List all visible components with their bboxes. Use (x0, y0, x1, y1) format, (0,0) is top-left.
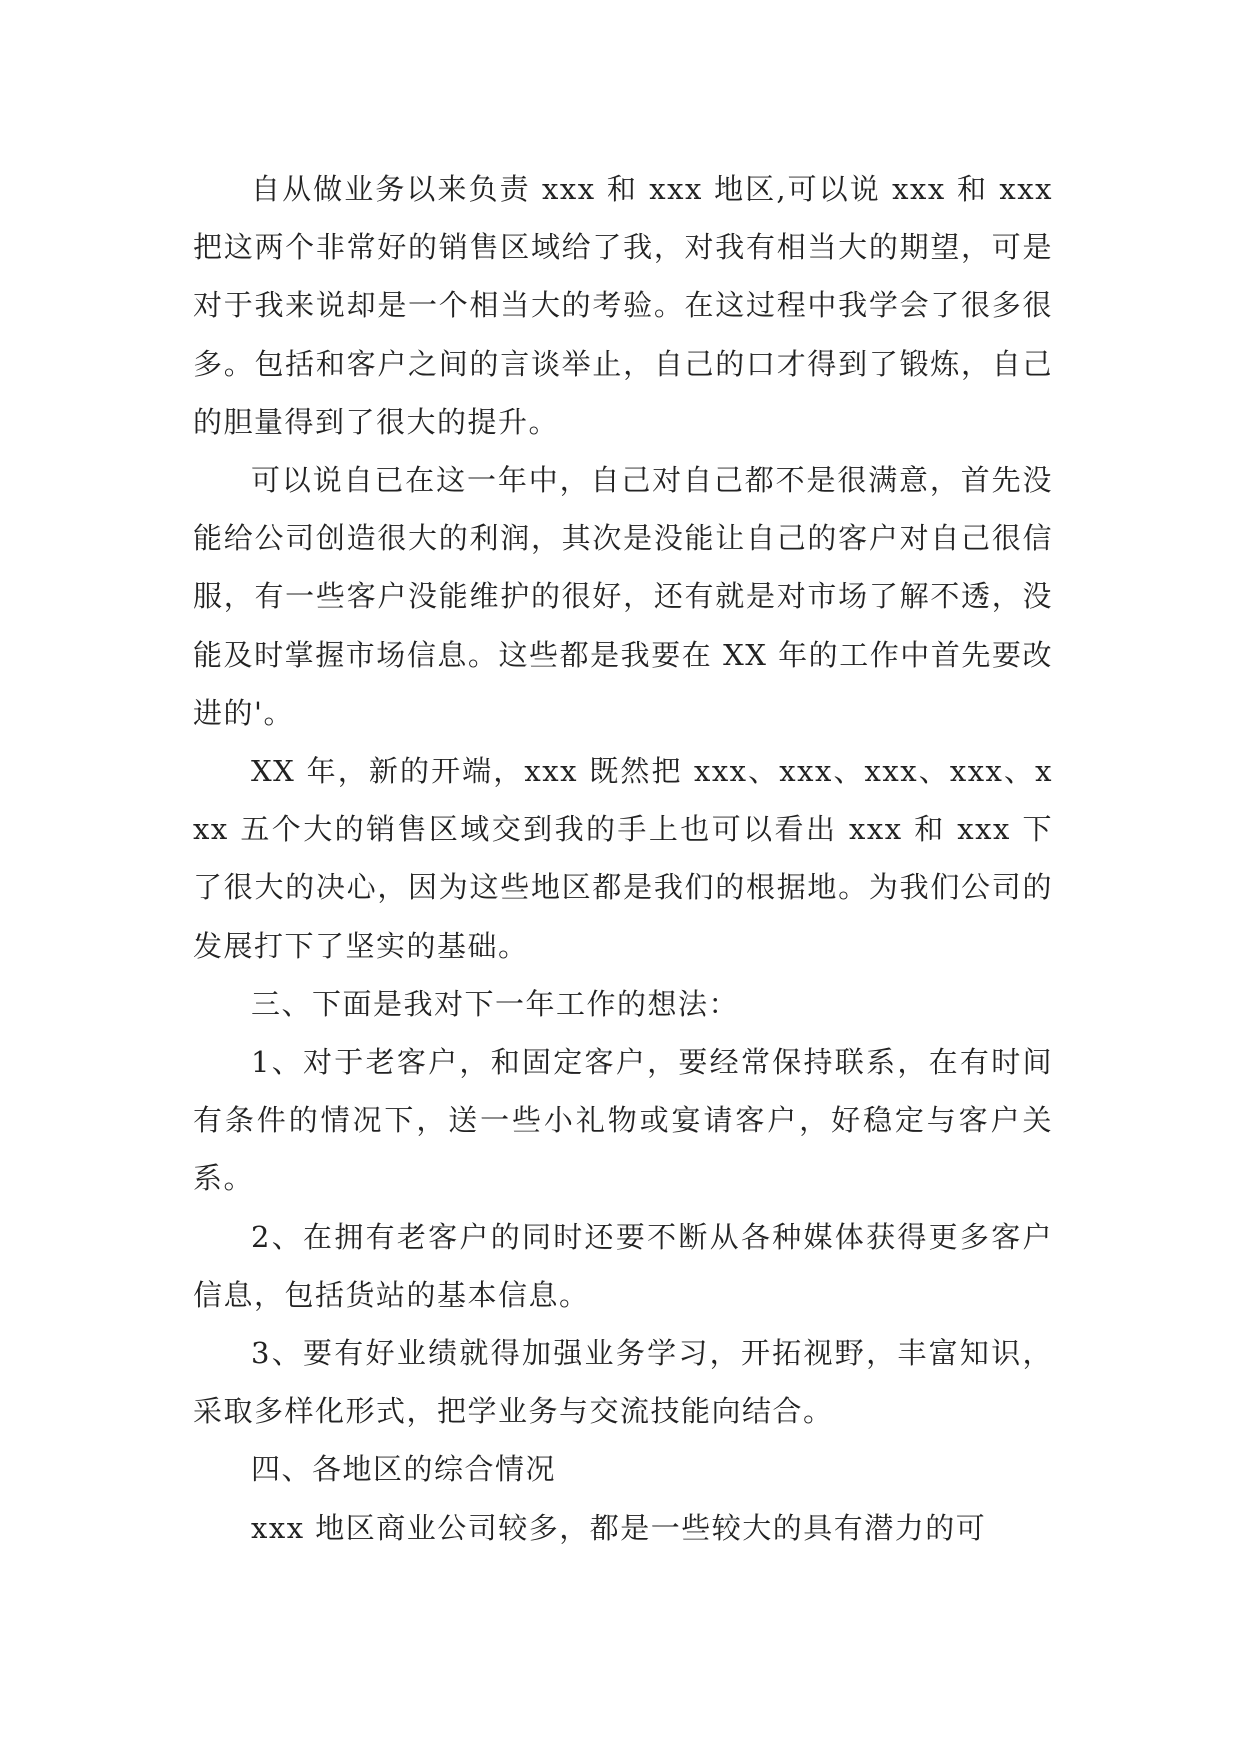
paragraph-4: xxx 地区商业公司较多，都是一些较大的具有潜力的可 (251, 1510, 987, 1545)
document-body (193, 160, 1053, 1557)
paragraph-1: 自从做业务以来负责 xxx 和 xxx 地区,可以说 xxx 和 xxx 把这两个非常好的销售区域给了我，对我有相当大的期望，可是对于我来说却是一个相当大的考验。在这过程中我学会了很多很多。包括和客户之间的言谈举止，自己的口才得到了锻炼，自己的胆量得到了很大的提升。 (193, 172, 1053, 439)
section-heading-3: 三、下面是我对下一年工作的想法： (251, 986, 740, 1021)
section-heading-4: 四、各地区的综合情况 (251, 1452, 557, 1487)
list-item-1: 1、对于老客户，和固定客户，要经常保持联系，在有时间有条件的情况下，送一些小礼物或宴请客户，好稳定与客户关系。 (193, 1045, 1053, 1196)
paragraph-3: XX 年，新的开端，xxx 既然把 xxx、xxx、xxx、xxx、xxx 五个大的销售区域交到我的手上也可以看出 xxx 和 xxx 下了很大的决心，因为这些地区都是我们的根据地。为我们公司的发展打下了坚实的基础。 (193, 754, 1053, 963)
paragraph-2: 可以说自已在这一年中，自己对自己都不是很满意，首先没能给公司创造很大的利润，其次是没能让自己的客户对自己很信服，有一些客户没能维护的很好，还有就是对市场了解不透，没能及时掌握市场信息。这些都是我要在 XX 年的工作中首先要改进的'。 (193, 463, 1053, 730)
list-item-2: 2、在拥有老客户的同时还要不断从各种媒体获得更多客户信息，包括货站的基本信息。 (193, 1219, 1053, 1312)
list-item-3: 3、要有好业绩就得加强业务学习，开拓视野，丰富知识，采取多样化形式，把学业务与交流技能向结合。 (193, 1336, 1053, 1429)
